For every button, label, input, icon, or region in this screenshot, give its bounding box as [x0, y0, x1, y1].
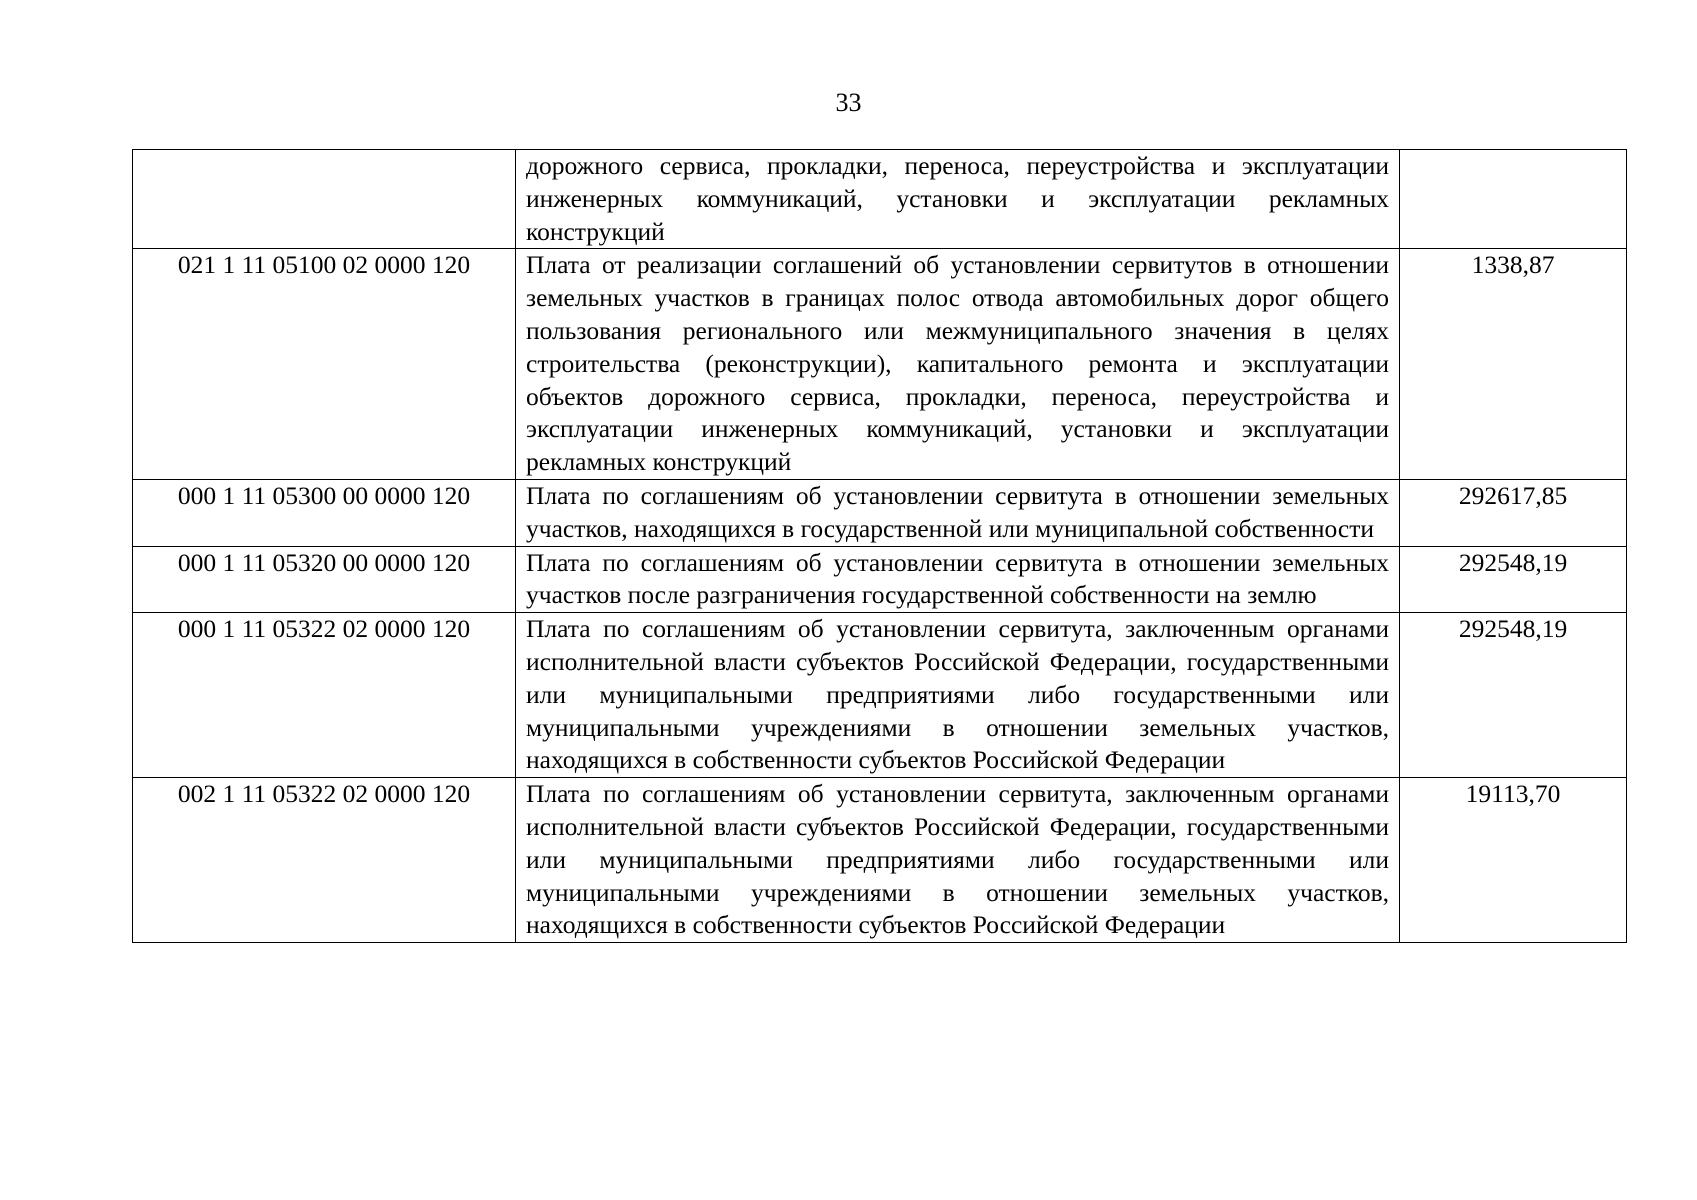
table-row	[133, 150, 1627, 249]
budget-code-cell: 000 1 11 05300 00 0000 120	[133, 479, 516, 546]
table-row	[133, 546, 1627, 613]
revenue-name-cell: Плата по соглашениям об установлении сервитута в отношении земельных участков после разграничения государственной собственности на землю	[516, 546, 1400, 613]
revenue-name-cell: Плата по соглашениям об установлении сервитута, заключенным органами исполнительной власти субъектов Российской Федерации, государственными или муниципальными предприятиями либо государственными или муниципальными учреждениями в отношении земельных участков, находящихся в собственности субъектов Российской Федерации	[516, 613, 1400, 778]
budget-code-cell: 000 1 11 05322 02 0000 120	[133, 613, 516, 778]
amount-cell: 292617,85	[1400, 479, 1627, 546]
budget-revenue-table	[132, 149, 1627, 943]
revenue-name-cell: Плата по соглашениям об установлении сервитута, заключенным органами исполнительной власти субъектов Российской Федерации, государственными или муниципальными предприятиями либо государственными или муниципальными учреждениями в отношении земельных участков, находящихся в собственности субъектов Российской Федерации	[516, 778, 1400, 943]
table-row	[133, 613, 1627, 778]
budget-code-cell: 021 1 11 05100 02 0000 120	[133, 249, 516, 480]
table-row	[133, 778, 1627, 943]
budget-code-cell: 000 1 11 05320 00 0000 120	[133, 546, 516, 613]
budget-code-cell	[133, 150, 516, 249]
amount-cell: 292548,19	[1400, 546, 1627, 613]
amount-cell: 1338,87	[1400, 249, 1627, 480]
revenue-name-cell: Плата по соглашениям об установлении сервитута в отношении земельных участков, находящихся в государственной или муниципальной собственности	[516, 479, 1400, 546]
revenue-name-cell: дорожного сервиса, прокладки, переноса, переустройства и эксплуатации инженерных коммуникаций, установки и эксплуатации рекламных конструкций	[516, 150, 1400, 249]
table-row	[133, 479, 1627, 546]
table-row	[133, 249, 1627, 480]
amount-cell: 292548,19	[1400, 613, 1627, 778]
amount-cell	[1400, 150, 1627, 249]
revenue-name-cell: Плата от реализации соглашений об установлении сервитутов в отношении земельных участков в границах полос отвода автомобильных дорог общего пользования регионального или межмуниципального значения в целях строительства (реконструкции), капитального ремонта и эксплуатации объектов дорожного сервиса, прокладки, переноса, переустройства и эксплуатации инженерных коммуникаций, установки и эксплуатации рекламных конструкций	[516, 249, 1400, 480]
amount-cell: 19113,70	[1400, 778, 1627, 943]
page-number: 33	[835, 88, 862, 117]
budget-code-cell: 002 1 11 05322 02 0000 120	[133, 778, 516, 943]
